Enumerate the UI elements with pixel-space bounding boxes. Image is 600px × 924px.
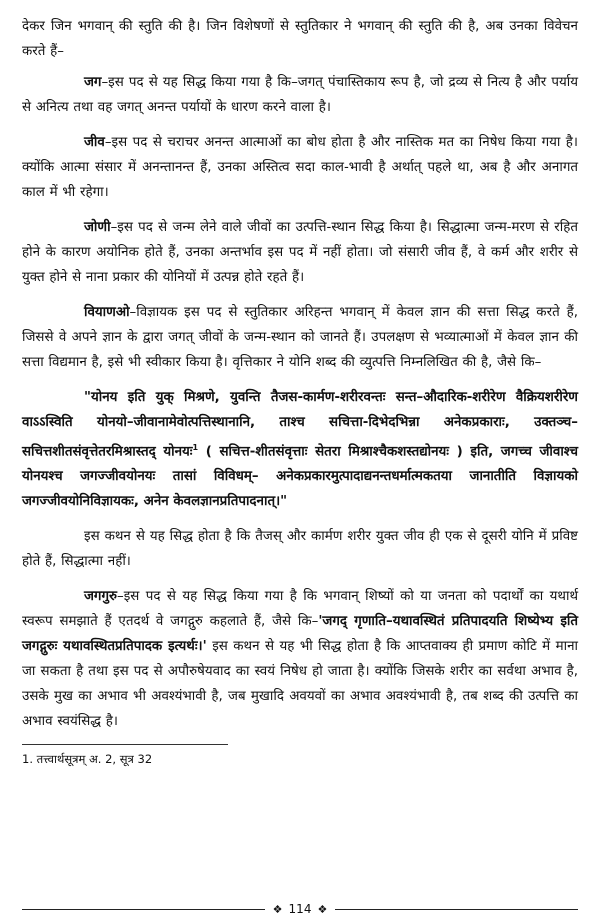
footer-rule-left	[22, 909, 265, 910]
footnote-marker: 1	[192, 443, 199, 452]
paragraph-text: –इस पद से यह सिद्ध किया गया है कि भगवान् शिष्यों को या जनता को पदार्थों का यथार्थ स्वरूप समझाते हैं एतदर्थ वे जगद्गुरु कहलाते हैं, जैसे कि–	[22, 589, 578, 630]
term-label: जीव	[84, 135, 105, 150]
paragraph-joni	[22, 215, 578, 290]
paragraph-intro	[22, 14, 578, 64]
footer-rule-right	[335, 909, 578, 910]
paragraph-jagguru	[22, 584, 578, 734]
paragraph-text: इस कथन से यह भी सिद्ध होता है कि आप्तवाक्य ही प्रमाण कोटि में माना जा सकता है तथा इस पद से अपौरुषेयवाद का स्वयं निषेध हो जाता है। क्योंकि जिसके शरीर का सर्वथा अभाव है, उसके मुख का अभाव भी अवश्यंभावी है, जब मुखादि अवयवों का अभाव अवश्यंभावी है, तब शब्द की उत्पत्ति का अभाव स्वयंसिद्ध है।	[22, 639, 579, 730]
quote-text: ( सचित्त-शीतसंवृत्ताः सेतरा मिश्राश्चैकशस्तद्योनयः ) इति, जगच्च जीवाश्च योनयश्च जगज्जीवयोनयः तासां विविधम्– अनेकप्रकारमुत्पादाद्यनन्तधर्मात्मकतया जानातीति विज्ञायको जगज्जीवयोनिविज्ञायकः, अनेन केवलज्ञानप्रतिपादनात्।"	[22, 444, 578, 510]
term-label: जग	[84, 75, 102, 90]
ornament-icon: ❖	[317, 902, 328, 916]
paragraph-text: –इस पद से चराचर अनन्त आत्माओं का बोध होता है और नास्तिक मत का निषेध किया गया है। क्योंकि आत्मा संसार में अनन्तानन्त हैं, उनका अस्तित्व सदा काल-भावी है अर्थात् पहले था, अब है और अनागत काल में भी रहेगा।	[22, 135, 578, 200]
quote-text: "योनय इति युक् मिश्रणे, युवन्ति तैजस-कार्मण-शरीरवन्तः सन्त–औदारिक-शरीरेण वैक्रियशरीरेण वाऽऽस्विति योनयो–जीवानामेवोत्पत्तिस्थानानि, ताश्च सचित्ता-दिभेदभिन्ना अनेकप्रकाराः, उक्तञ्च–सचित्तशीतसंवृत्तेतरमिश्रास्तद् योनयः	[22, 390, 578, 460]
page-number-group	[273, 902, 328, 916]
paragraph-jeev	[22, 130, 578, 205]
term-label: जगगुरु	[84, 589, 118, 605]
paragraph-text: –विज्ञायक इस पद से स्तुतिकार अरिहन्त भगवान् में केवल ज्ञान की सत्ता सिद्ध करते हैं, जिससे वे अपने ज्ञान के द्वारा जगत् जीवों के जन्म-स्थान को जानते हैं। उपलक्षण से भव्यात्माओं में केवल ज्ञान की सत्ता विद्यमान है, इसे भी स्वीकार किया है। वृत्तिकार ने योनि शब्द की व्युत्पत्ति निम्नलिखित की है, जैसे कि–	[22, 305, 578, 370]
term-label: वियाणओ	[84, 305, 130, 320]
paragraph-text: –इस पद से यह सिद्ध किया गया है कि–जगत् पंचास्तिकाय रूप है, जो द्रव्य से नित्य है और पर्याय से अनित्य तथा वह जगत् अनन्त पर्यायों के धारण करने वाला है।	[22, 75, 578, 115]
sanskrit-quote	[22, 385, 578, 514]
paragraph-text: देकर जिन भगवान् की स्तुति की है। जिन विशेषणों से स्तुतिकार ने भगवान् की स्तुति की है, अब उनका विवेचन करते हैं–	[22, 19, 578, 59]
paragraph-text: इस कथन से यह सिद्ध होता है कि तैजस् और कार्मण शरीर युक्त जीव ही एक से दूसरी योनि में प्रविष्ट होते हैं, सिद्धात्मा नहीं।	[22, 529, 578, 570]
inline-quote: 'जगद् गृणाति–यथावस्थितं प्रतिपादयति शिष्येभ्य इति जगद्गुरुः यथावस्थितप्रतिपादक इत्यर्थः।'	[22, 614, 578, 655]
term-label: जोणी	[84, 220, 111, 235]
ornament-icon: ❖	[272, 902, 283, 916]
footnote-divider	[22, 744, 228, 745]
paragraph-viyanao	[22, 300, 578, 375]
paragraph-text: –इस पद से जन्म लेने वाले जीवों का उत्पत्ति-स्थान सिद्ध किया है। सिद्धात्मा जन्म-मरण से रहित होने के कारण अयोनिक होते हैं, उनका अन्तर्भाव इस पद में नहीं होता। जो संसारी जीव हैं, वे कर्म और शरीर से युक्त होने से नाना प्रकार की योनियों में उत्पन्न होते रहते हैं।	[22, 220, 578, 285]
paragraph-jag	[22, 70, 578, 120]
page-footer	[22, 902, 578, 916]
paragraph-after-quote	[22, 524, 578, 574]
page-number: 114	[288, 902, 312, 916]
footnote: 1. तत्त्वार्थसूत्रम् अ. 2, सूत्र 32	[22, 752, 153, 767]
